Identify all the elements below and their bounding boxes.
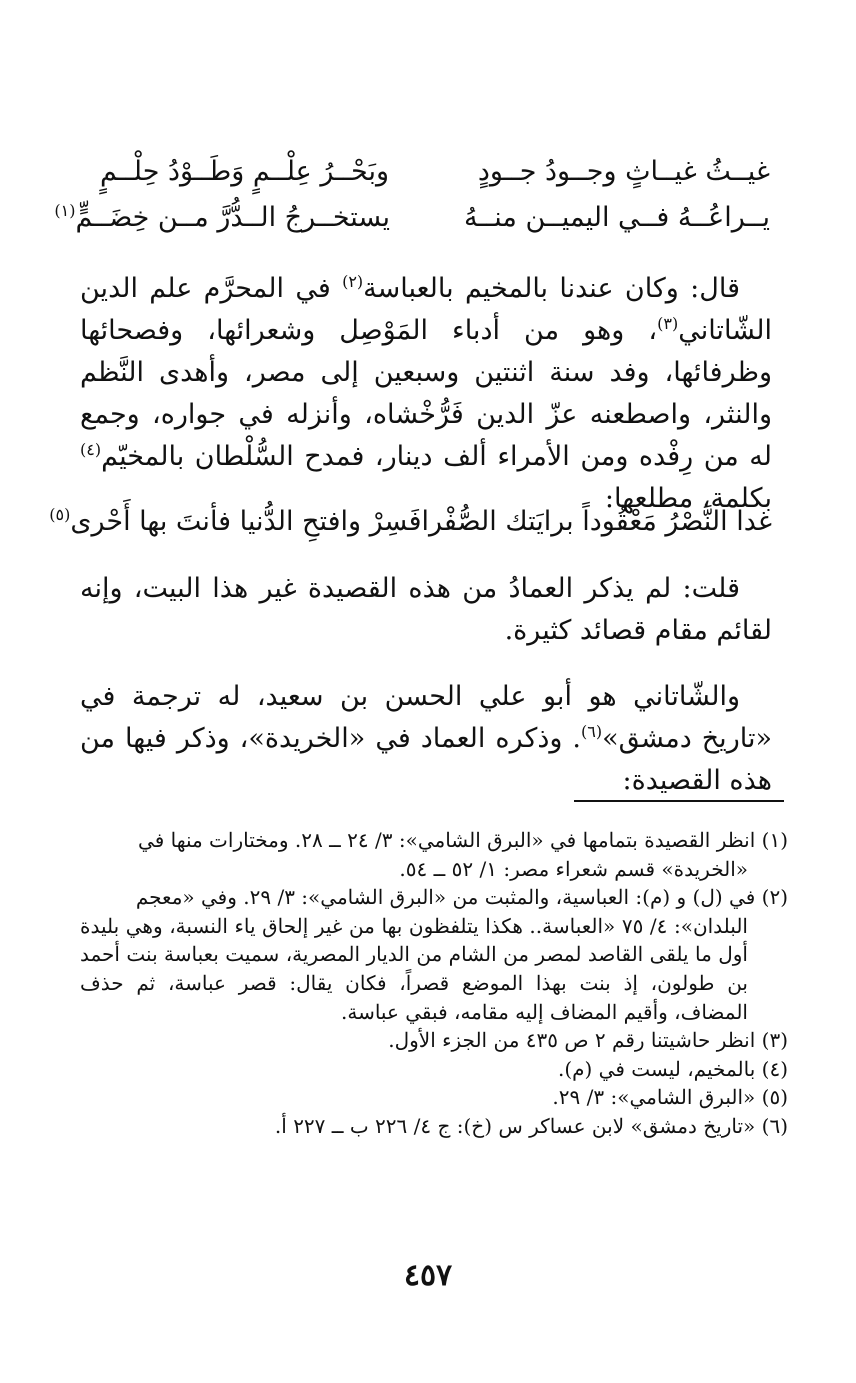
verse-hemistich-right: غيــثُ غيــاثٍ وجــودُ جــودٍ bbox=[477, 155, 770, 187]
paragraph-3: والشّاتاني هو أبو علي الحسن بن سعيد، له ترجمة في «تاريخ دمشق»$^{(٦)}$. وذكره العماد في «الخريدة»، وذكر فيها من هذه القصيدة: bbox=[80, 681, 772, 796]
footnote: (٥) «البرق الشامي»: ٣/ ٢٩. bbox=[552, 1085, 788, 1110]
verse-line bbox=[54, 194, 770, 240]
footnote: (٤) بالمخيم، ليست في (م). bbox=[557, 1056, 788, 1081]
paragraph-1: قال: وكان عندنا بالمخيم بالعباسة$^{(٢)}$ في المحرَّم علم الدين الشّاتاني$^{(٣)}$، وهو من أدباء المَوْصِل وشعرائها، وفصحائها وظرفائها، وفد سنة اثنتين وسبعين إلى مصر، وأهدى النَّظم والنثر، واصطعنه عزّ الدين فَرُّخْشاه، وأنزله في جواره، وجمع له من رِفْده ومن الأمراء ألف دينار، فمدح السُّلْطان بالمخيّم$^{(٤)}$ بكلمة، مطلعها: bbox=[80, 272, 772, 514]
footnote: (٣) انظر حاشيتنا رقم ٢ ص ٤٣٥ من الجزء الأول. bbox=[388, 1028, 788, 1053]
footnote: (٢) في (ل) و (م): العباسية، والمثبت من «البرق الشامي»: ٣/ ٢٩. وفي «معجم البلدان»: ٤/ ٧٥ «العباسة.. هكذا يتلفظون بها من غير إلحاق ياء النسبة، وهي بليدة أول ما يلقى القاصد لمصر من الشام من الديار المصرية، سميت بعباسة بنت أحمد بن طولون، إذ بنت بهذا الموضع قصراً، فكان يقال: قصر عباسة، ثم حذف المضاف، وأقيم المضاف إليه مقامه، فبقي عباسة. bbox=[80, 885, 788, 1024]
verse-hemistich-right: غدا النَّصْرُ مَعْقُوداً برايَتك الصُّفْرا bbox=[421, 506, 772, 537]
footnote-ref: (٢) bbox=[342, 272, 364, 291]
footnote-ref: (٣) bbox=[657, 314, 679, 333]
footnote: (١) انظر القصيدة بتمامها في «البرق الشامي»: ٣/ ٢٤ ــ ٢٨. ومختارات منها في «الخريدة» قسم شعراء مصر: ١/ ٥٢ ــ ٥٤. bbox=[138, 828, 788, 881]
footnote: (٦) «تاريخ دمشق» لابن عساكر س (خ): ج ٤/ ٢٢٦ ب ــ ٢٢٧ أ. bbox=[274, 1113, 788, 1138]
footnote-ref: (٤) bbox=[80, 440, 102, 459]
verse-hemistich-right: يــراعُــهُ فــي اليميــن منــهُ bbox=[463, 201, 770, 233]
footnote-ref: (٦) bbox=[581, 722, 603, 741]
footnotes bbox=[80, 826, 788, 1141]
verse-hemistich-left: فَسِرْ وافتحِ الدُّنيا فأنتَ بها أَحْرى$^{(٥)}$ bbox=[49, 505, 422, 537]
verse-hemistich-left: وبَحْــرُ عِلْــمٍ وَطَــوْدُ حِلْــمٍ bbox=[100, 155, 390, 187]
verse-block bbox=[54, 148, 770, 240]
footnote-ref: (٥) bbox=[49, 505, 71, 524]
paragraph-2: قلت: لم يذكر العمادُ من هذه القصيدة غير هذا البيت، وإنه لقائم مقام قصائد كثيرة. bbox=[80, 573, 772, 646]
verse-line bbox=[100, 148, 770, 194]
page-number: ٤٥٧ bbox=[403, 1258, 453, 1293]
footnote-ref: (١) bbox=[54, 200, 76, 220]
verse-line bbox=[49, 505, 772, 537]
footnote-separator bbox=[574, 800, 784, 802]
verse-hemistich-left: يستخــرجُ الــدُّرَّ مــن خِضَــمٍّ$^{(١)}$ bbox=[54, 200, 390, 233]
